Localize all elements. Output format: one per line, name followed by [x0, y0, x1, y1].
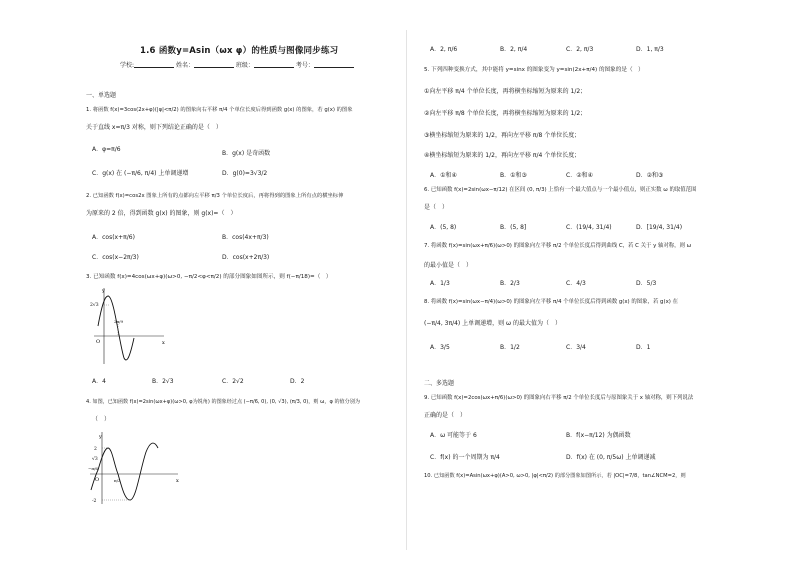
- q5-option-a[interactable]: A．①和④: [430, 172, 457, 179]
- q9-line2: 正确的是（ ）: [424, 412, 467, 419]
- q5-item-1: ①向左平移 π/4 个单位长度，再将横坐标缩短为原来的 1/2；: [424, 88, 587, 95]
- q5-item-2: ②向左平移 π/8 个单位长度，再将横坐标缩短为原来的 1/2；: [424, 110, 587, 117]
- q4-option-d[interactable]: D．1, π/3: [636, 46, 664, 53]
- q3-option-c[interactable]: C．2√2: [222, 378, 244, 385]
- field-name: 姓名：: [175, 62, 194, 69]
- q3-curve: [98, 296, 134, 360]
- q3-graph: [90, 286, 170, 368]
- q1-option-c[interactable]: C．g(x) 在 (−π/6, π/4) 上单调递增: [92, 170, 189, 177]
- q7-option-d[interactable]: D．5/3: [636, 280, 657, 287]
- q1-option-d[interactable]: D．g(0)=3√3/2: [222, 170, 268, 177]
- q5-option-c[interactable]: C．②和④: [566, 172, 593, 179]
- q4-graph: [88, 430, 184, 506]
- q5-item-4: ④横坐标缩短为原来的 1/2，再向左平移 π/4 个单位长度；: [424, 152, 581, 159]
- q9-option-c[interactable]: C．f(x) 的一个周期为 π/4: [430, 454, 500, 461]
- q4-line2: （ ）: [92, 416, 111, 423]
- id-blank[interactable]: [314, 61, 354, 68]
- q8-line2: (−π/4, 3π/4) 上单调递增，则 ω 的最大值为（ ）: [424, 320, 561, 327]
- field-id: 考号：: [295, 62, 314, 69]
- q6-option-d[interactable]: D．[19/4, 31/4): [636, 224, 683, 231]
- q4-y-tick-top: 2: [94, 447, 97, 452]
- class-blank[interactable]: [254, 61, 294, 68]
- field-school: 学校:: [120, 62, 135, 69]
- q9-option-b[interactable]: B．f(x−π/12) 为偶函数: [566, 432, 631, 439]
- q5-item-3: ③横坐标缩短为原来的 1/2，再向左平移 π/8 个单位长度；: [424, 132, 581, 139]
- q7-line2: 的最小值是（ ）: [424, 262, 473, 269]
- q3-option-a[interactable]: A．4: [92, 378, 106, 385]
- q4-origin-label: O: [95, 477, 100, 483]
- q9-line1: 9. 已知函数 f(x)=2cos(ωx+π/6)(ω>0) 的图象向右平移 π/2 个单位长度后与原图象关于 x 轴对称，则下列说法: [424, 395, 694, 401]
- q6-line2: 是（ ）: [424, 204, 449, 211]
- q8-option-c[interactable]: C．3/4: [566, 344, 586, 351]
- q4-option-a[interactable]: A．2, π/6: [430, 46, 458, 53]
- q3-y-label: y: [102, 288, 105, 294]
- q10-line1: 10. 已知函数 f(x)=Asin(ωx+φ)(A>0, ω>0, |φ|<π/2) 的部分图象如图所示，若 |OC|=7/8，tan∠NCM=2，则: [424, 473, 686, 479]
- q4-option-c[interactable]: C．2, π/3: [566, 46, 594, 53]
- q8-option-a[interactable]: A．3/5: [430, 344, 450, 351]
- q8-line1: 8. 将函数 f(x)=sin(ωx−π/4)(ω>0) 的图象向左平移 π/4 个单位长度后得到函数 g(x) 的图象，若 g(x) 在: [424, 299, 678, 305]
- q1-option-a[interactable]: A．φ=π/6: [92, 146, 121, 153]
- q3-option-b[interactable]: B．2√3: [152, 378, 174, 385]
- q2-option-c[interactable]: C．cos(x−2π/3): [92, 254, 139, 261]
- q8-option-d[interactable]: D．1: [636, 344, 651, 351]
- q4-x-label: x: [176, 478, 179, 484]
- q6-option-b[interactable]: B．(5, 8]: [500, 224, 527, 231]
- q5-option-b[interactable]: B．①和③: [500, 172, 527, 179]
- q7-option-b[interactable]: B．2/3: [500, 280, 520, 287]
- q4-y-label: y: [99, 434, 102, 440]
- q4-x-tick-right: π/3: [114, 478, 121, 483]
- q4-line1: 4. 如图，已知函数 f(x)=2sin(ωx+φ)(ω>0, φ为锐角) 的图象经过点 (−π/6, 0), (0, √3), (π/3, 0)，则 ω，φ 的值分别为: [86, 399, 360, 405]
- q7-option-c[interactable]: C．4/3: [566, 280, 586, 287]
- page-title: 1.6 函数y=Asin（ωx φ）的性质与图像同步练习: [140, 46, 339, 56]
- section-multiple-choice: 二、多选题: [424, 380, 455, 387]
- q7-option-a[interactable]: A．1/3: [430, 280, 450, 287]
- q2-option-b[interactable]: B．cos(4x+π/3): [222, 234, 269, 241]
- q5-line1: 5. 下列四种变换方式，其中能将 y=sinx 的图象变为 y=sin(2x+π/4) 的图象的是（ ）: [424, 67, 644, 73]
- q2-option-a[interactable]: A．cos(x+π/6): [92, 234, 135, 241]
- q4-option-b[interactable]: B．2, π/4: [500, 46, 528, 53]
- q8-option-b[interactable]: B．1/2: [500, 344, 520, 351]
- q2-option-d[interactable]: D．cos(x+2π/3): [222, 254, 270, 261]
- q3-x-label: x: [162, 340, 165, 346]
- q2-line1: 2. 已知函数 f(x)=cos2x 图象上所有的点都向左平移 π/3 个单位长度后，再将得到的图象上所有点的横坐标伸: [86, 193, 344, 199]
- q4-y-tick-mid: √3: [92, 457, 98, 462]
- q3-y-tick: 2√3: [90, 303, 99, 308]
- q1-line2: 关于直线 x=π/3 对称，则下列结论正确的是（ ）: [86, 124, 222, 131]
- q3-line1: 3. 已知函数 f(x)=4cos(ωx+φ)(ω>0, −π/2<φ<π/2) 的部分图象如图所示，则 f(−π/18)=（ ）: [86, 274, 332, 280]
- name-blank[interactable]: [194, 61, 234, 68]
- column-divider: [406, 30, 407, 550]
- student-info-fields: [120, 60, 354, 69]
- field-class: 班级：: [235, 62, 254, 69]
- q6-line1: 6. 已知函数 f(x)=2sin(ωx−π/12) 在区间 (0, π/3) 上恰有一个最大值点与一个最小值点，则正实数 ω 的取值范围: [424, 187, 697, 193]
- q9-option-d[interactable]: D．f(x) 在 (0, π/5ω) 上单调递减: [566, 454, 656, 461]
- q4-y-tick-bottom: -2: [92, 499, 97, 504]
- q3-option-d[interactable]: D．2: [290, 378, 305, 385]
- q4-curve: [91, 443, 158, 500]
- q6-option-a[interactable]: A．(5, 8): [430, 224, 457, 231]
- q1-option-b[interactable]: B．g(x) 是奇函数: [222, 150, 271, 157]
- q4-x-tick-left: −π/6: [88, 466, 98, 471]
- q5-option-d[interactable]: D．②和③: [636, 172, 664, 179]
- q2-line2: 为原来的 2 倍，得到函数 g(x) 的图象，则 g(x)=（ ）: [86, 210, 237, 217]
- q7-line1: 7. 将函数 f(x)=sin(ωx+π/6)(ω>0) 的图象向左平移 π/2 个单位长度后得到曲线 C，若 C 关于 y 轴对称，则 ω: [424, 243, 692, 249]
- q3-origin-label: O: [96, 339, 101, 345]
- q9-option-a[interactable]: A．ω 可能等于 6: [430, 432, 477, 439]
- q3-x-tick: 2π/9: [114, 319, 124, 324]
- q6-option-c[interactable]: C．(19/4, 31/4): [566, 224, 612, 231]
- q1-line1: 1. 将函数 f(x)=3cos(2x+φ)(|φ|<π/2) 的图象向右平移 π/4 个单位长度后得到函数 g(x) 的图象，若 g(x) 的图象: [86, 107, 353, 113]
- section-single-choice: 一、单选题: [86, 92, 117, 99]
- school-blank[interactable]: [134, 61, 174, 68]
